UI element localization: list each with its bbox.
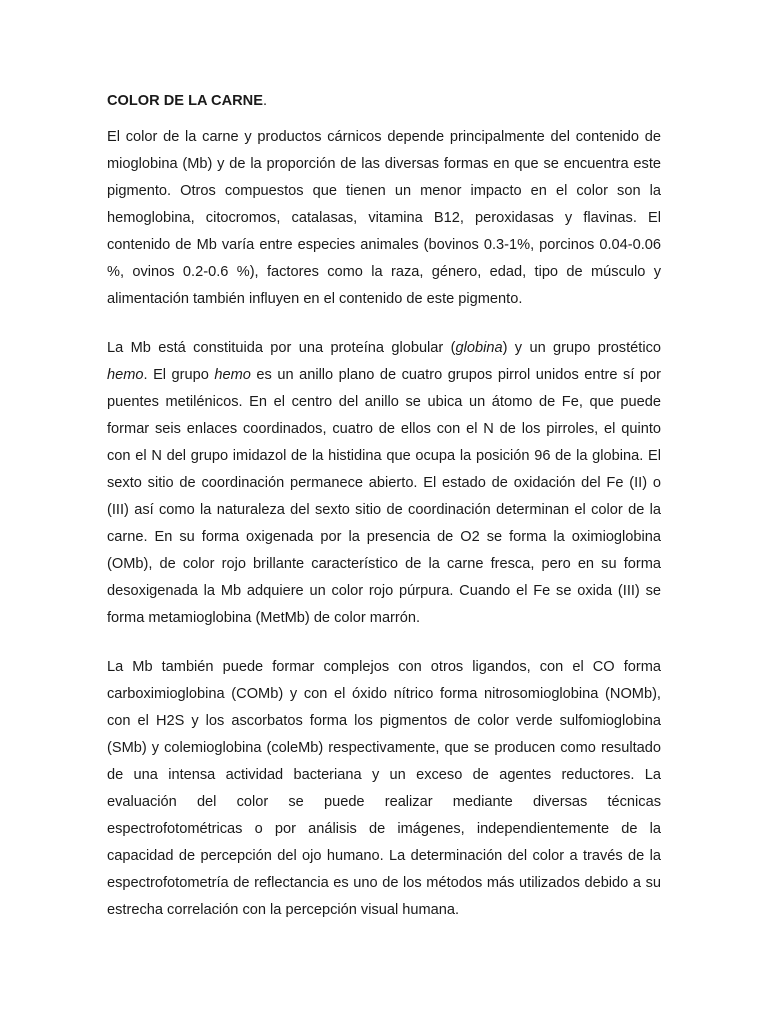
document-page — [107, 91, 661, 946]
title-period: . — [262, 93, 267, 109]
paragraph-2-part-a: La Mb está constituida por una proteína globular ( — [107, 340, 456, 356]
paragraph-2-part-g: es un anillo plano de cuatro grupos pirrol unidos entre sí por puentes metilénicos. En el centro del anillo se ubica un átomo de Fe, que puede formar seis enlaces coordinados, cuatro de ellos con el N de los pirroles, el quinto con el N del grupo imidazol de la histidina que ocupa la posición 96 de la globina. El sexto sitio de coordinación permanece abierto. El estado de oxidación del Fe (II) o (III) así como la naturaleza del sexto sitio de coordinación determinan el color de la carne. En su forma oxigenada por la presencia de O2 se forma la oximioglobina (OMb), de color rojo brillante característico de la carne fresca, pero en su forma desoxigenada la Mb adquiere un color rojo púrpura. Cuando el Fe se oxida (III) se forma metamioglobina (MetMb) de color marrón. — [107, 367, 661, 626]
title-text: COLOR DE LA CARNE — [107, 93, 263, 109]
paragraph-2 — [107, 335, 661, 632]
document-title — [107, 91, 661, 111]
paragraph-2-part-c: ) y un grupo prostético — [502, 340, 661, 356]
paragraph-3: La Mb también puede formar complejos con otros ligandos, con el CO forma carboximioglobina (COMb) y con el óxido nítrico forma nitrosomioglobina (NOMb), con el H2S y los ascorbatos forma los pigmentos de color verde sulfomioglobina (SMb) y colemioglobina (coleMb) respectivamente, que se producen como resultado de una intensa actividad bacteriana y un exceso de agentes reductores. La evaluación del color se puede realizar mediante diversas técnicas espectrofotométricas o por análisis de imágenes, independientemente de la capacidad de percepción del ojo humano. La determinación del color a través de la espectrofotometría de reflectancia es uno de los métodos más utilizados debido a su estrecha correlación con la percepción visual humana. — [107, 659, 661, 918]
term-hemo-2: hemo — [214, 367, 251, 383]
term-globina: globina — [455, 340, 503, 356]
paragraph-2-part-e: . El grupo — [143, 367, 215, 383]
term-hemo: hemo — [107, 367, 144, 383]
paragraph-1: El color de la carne y productos cárnicos depende principalmente del contenido de mioglobina (Mb) y de la proporción de las diversas formas en que se encuentra este pigmento. Otros compuestos que tienen un menor impacto en el color son la hemoglobina, citocromos, catalasas, vitamina B12, peroxidasas y flavinas. El contenido de Mb varía entre especies animales (bovinos 0.3-1%, porcinos 0.04-0.06 %, ovinos 0.2-0.6 %), factores como la raza, género, edad, tipo de músculo y alimentación también influyen en el contenido de este pigmento. — [107, 129, 661, 307]
